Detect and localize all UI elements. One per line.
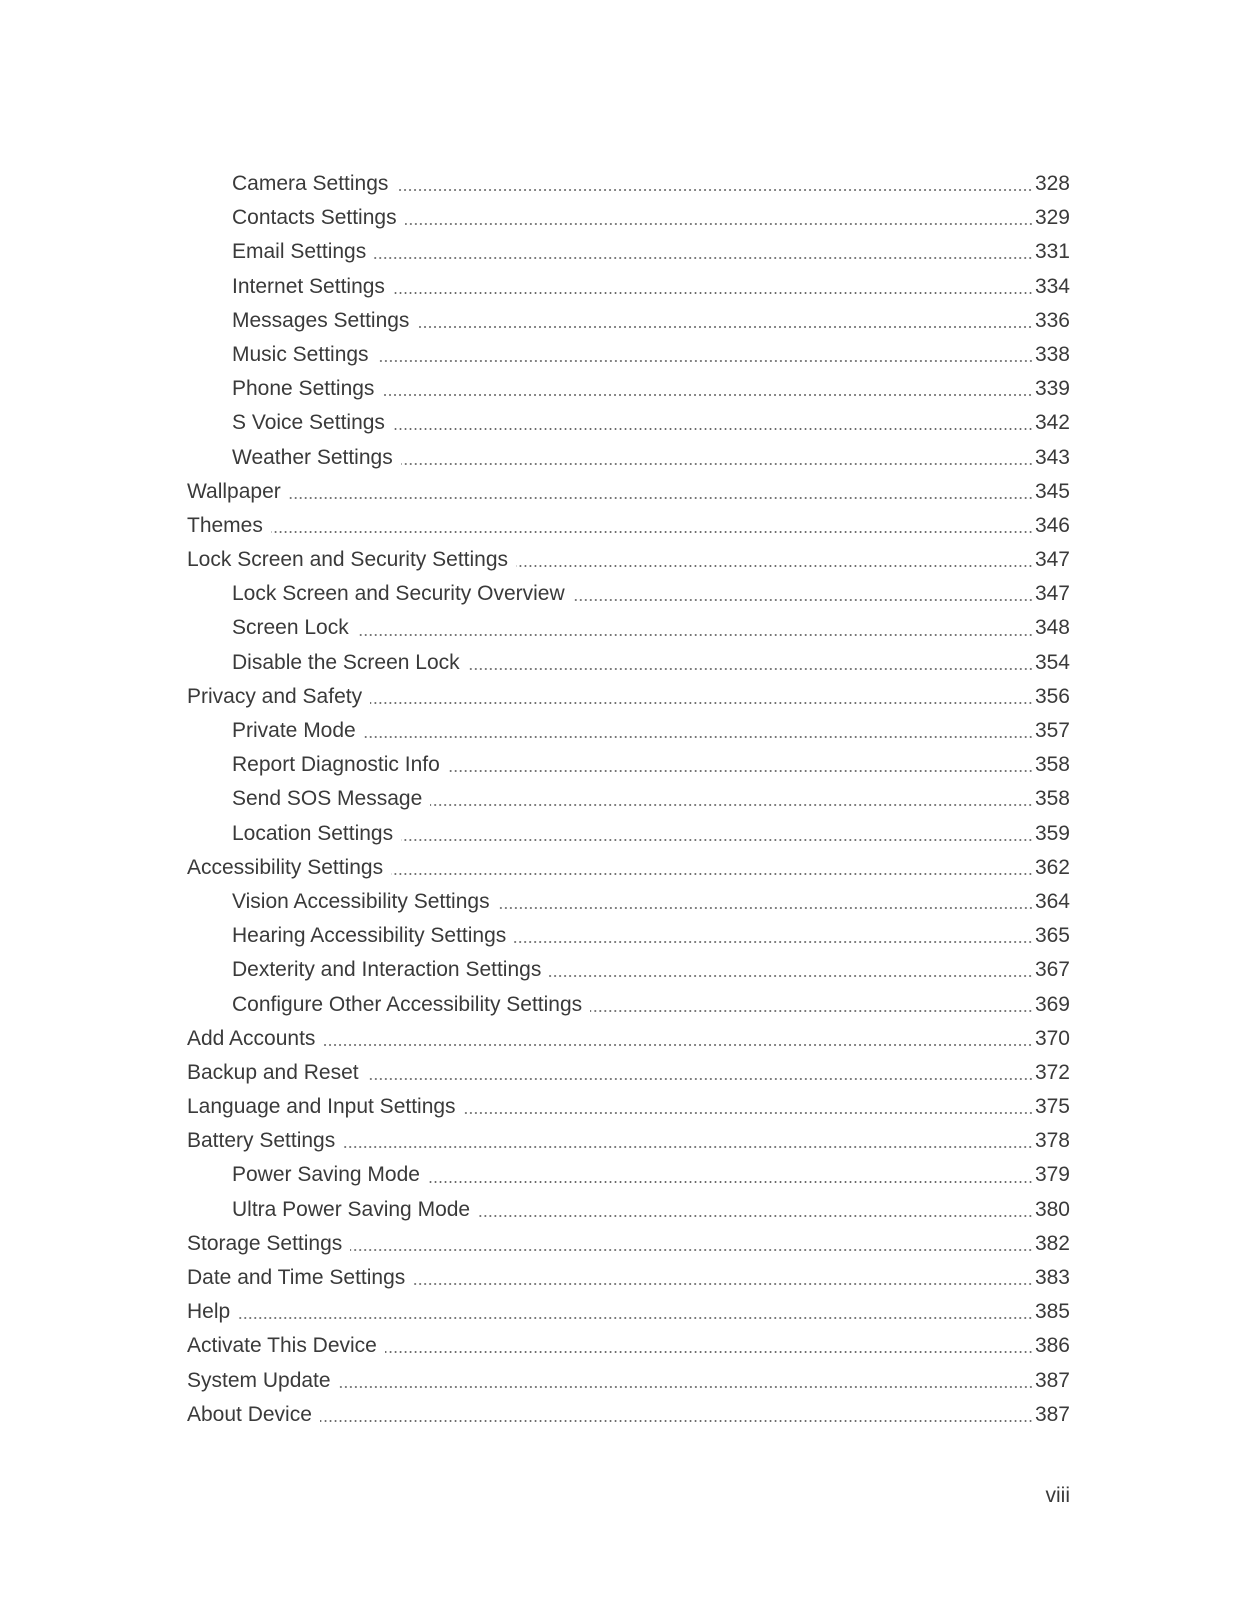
toc-entry-page-number: 369 <box>1034 992 1070 1016</box>
dot-leader <box>271 531 1033 533</box>
dot-leader <box>430 804 1033 806</box>
dot-leader <box>516 565 1033 567</box>
dot-leader <box>364 736 1033 738</box>
toc-entry-title: Send SOS Message <box>232 787 423 811</box>
toc-entry[interactable] <box>187 372 1070 406</box>
toc-entry[interactable] <box>187 475 1070 509</box>
toc-entry[interactable] <box>187 851 1070 885</box>
toc-entry-title: Power Saving Mode <box>232 1163 420 1187</box>
dot-leader <box>374 257 1033 259</box>
toc-entry-title: Language and Input Settings <box>187 1095 456 1119</box>
dot-leader <box>590 1010 1033 1012</box>
toc-entry[interactable] <box>187 885 1070 919</box>
toc-entry[interactable] <box>187 1124 1070 1158</box>
dot-leader <box>514 941 1033 943</box>
toc-entry-title: Dexterity and Interaction Settings <box>232 958 542 982</box>
toc-entry-title: System Update <box>187 1368 331 1392</box>
toc-entry-title: Internet Settings <box>232 274 385 298</box>
toc-entry-title: Disable the Screen Lock <box>232 650 460 674</box>
toc-entry-title: Accessibility Settings <box>187 855 384 879</box>
toc-entry[interactable] <box>187 1193 1070 1227</box>
toc-entry[interactable] <box>187 1022 1070 1056</box>
toc-entry-page-number: 379 <box>1034 1163 1070 1187</box>
dot-leader <box>478 1215 1033 1217</box>
dot-leader <box>413 1283 1033 1285</box>
toc-entry-title: Private Mode <box>232 719 356 742</box>
toc-entry-page-number: 329 <box>1034 206 1070 230</box>
toc-entry[interactable] <box>187 1227 1070 1261</box>
toc-entry-title: Help <box>187 1300 231 1324</box>
dot-leader <box>393 428 1033 430</box>
toc-entry[interactable] <box>187 1295 1070 1329</box>
toc-entry-page-number: 386 <box>1034 1334 1070 1358</box>
toc-entry[interactable] <box>187 611 1070 645</box>
toc-entry[interactable] <box>187 919 1070 953</box>
toc-entry-page-number: 356 <box>1034 684 1070 708</box>
toc-entry[interactable] <box>187 167 1070 201</box>
toc-entry-page-number: 354 <box>1034 650 1070 674</box>
toc-entry-title: Weather Settings <box>232 445 393 469</box>
toc-entry-page-number: 336 <box>1034 308 1070 332</box>
dot-leader <box>385 1351 1033 1353</box>
toc-entry-page-number: 338 <box>1034 342 1070 366</box>
toc-entry[interactable] <box>187 782 1070 816</box>
dot-leader <box>339 1386 1033 1388</box>
toc-entry[interactable] <box>187 680 1070 714</box>
toc-entry-title: Email Settings <box>232 240 367 264</box>
dot-leader <box>370 702 1033 704</box>
dot-leader <box>498 907 1033 909</box>
toc-entry-title: Screen Lock <box>232 616 349 640</box>
dot-leader <box>396 189 1033 191</box>
toc-entry-page-number: 383 <box>1034 1266 1070 1289</box>
dot-leader <box>393 292 1033 294</box>
toc-entry[interactable] <box>187 1398 1070 1432</box>
toc-entry-title: Phone Settings <box>232 377 375 401</box>
toc-entry-title: Messages Settings <box>232 308 410 332</box>
toc-entry[interactable] <box>187 646 1070 680</box>
toc-entry-page-number: 346 <box>1034 513 1070 537</box>
toc-entry-page-number: 343 <box>1034 445 1070 469</box>
toc-entry-page-number: 367 <box>1034 958 1070 982</box>
toc-entry-title: Lock Screen and Security Overview <box>232 582 565 606</box>
toc-entry-page-number: 334 <box>1034 274 1070 298</box>
dot-leader <box>468 668 1033 670</box>
toc-entry-page-number: 345 <box>1034 479 1070 503</box>
toc-entry-page-number: 347 <box>1034 582 1070 606</box>
toc-entry-page-number: 359 <box>1034 821 1070 845</box>
toc-entry-title: Report Diagnostic Info <box>232 753 440 777</box>
toc-entry[interactable] <box>187 953 1070 987</box>
dot-leader <box>391 873 1033 875</box>
toc-entry[interactable] <box>187 1364 1070 1398</box>
toc-entry-title: Themes <box>187 513 263 537</box>
toc-entry-title: Activate This Device <box>187 1334 377 1358</box>
toc-entry[interactable] <box>187 817 1070 851</box>
toc-entry-title: Hearing Accessibility Settings <box>232 924 507 948</box>
dot-leader <box>549 975 1033 977</box>
dot-leader <box>367 1078 1033 1080</box>
toc-entry[interactable] <box>187 1158 1070 1192</box>
dot-leader <box>382 394 1033 396</box>
dot-leader <box>289 497 1033 499</box>
toc-entry-title: Location Settings <box>232 821 394 845</box>
toc-entry-page-number: 370 <box>1034 1026 1070 1050</box>
dot-leader <box>350 1249 1033 1251</box>
toc-entry-page-number: 378 <box>1034 1129 1070 1153</box>
toc-entry[interactable] <box>187 201 1070 235</box>
toc-entry-page-number: 331 <box>1034 240 1070 264</box>
dot-leader <box>401 463 1033 465</box>
toc-entry-title: Contacts Settings <box>232 206 397 230</box>
toc-entry-page-number: 328 <box>1034 172 1070 195</box>
toc-entry[interactable] <box>187 577 1070 611</box>
toc-entry-page-number: 382 <box>1034 1231 1070 1255</box>
toc-entry-title: Vision Accessibility Settings <box>232 889 490 913</box>
toc-entry[interactable] <box>187 304 1070 338</box>
toc-entry-page-number: 342 <box>1034 411 1070 435</box>
toc-entry[interactable] <box>187 543 1070 577</box>
dot-leader <box>377 360 1033 362</box>
toc-entry[interactable] <box>187 406 1070 440</box>
toc-entry-title: Lock Screen and Security Settings <box>187 548 509 572</box>
toc-entry-title: Battery Settings <box>187 1129 336 1153</box>
dot-leader <box>448 770 1033 772</box>
toc-entry-page-number: 358 <box>1034 787 1070 811</box>
toc-entry[interactable] <box>187 235 1070 269</box>
dot-leader <box>573 599 1033 601</box>
dot-leader <box>428 1181 1033 1183</box>
toc-entry-title: Camera Settings <box>232 172 389 195</box>
toc-entry-page-number: 375 <box>1034 1095 1070 1119</box>
toc-entry-page-number: 385 <box>1034 1300 1070 1324</box>
toc-entry-title: Add Accounts <box>187 1026 316 1050</box>
dot-leader <box>238 1317 1033 1319</box>
toc-entry-page-number: 364 <box>1034 889 1070 913</box>
toc-entry[interactable] <box>187 509 1070 543</box>
table-of-contents <box>187 167 1070 1432</box>
toc-entry-page-number: 387 <box>1034 1402 1070 1426</box>
toc-entry[interactable] <box>187 270 1070 304</box>
toc-entry-page-number: 339 <box>1034 377 1070 401</box>
toc-entry[interactable] <box>187 1329 1070 1363</box>
toc-entry[interactable] <box>187 748 1070 782</box>
toc-entry-page-number: 347 <box>1034 548 1070 572</box>
toc-entry[interactable] <box>187 988 1070 1022</box>
dot-leader <box>323 1044 1033 1046</box>
toc-entry-title: Music Settings <box>232 342 369 366</box>
toc-entry-title: Wallpaper <box>187 479 281 503</box>
dot-leader <box>464 1112 1033 1114</box>
toc-entry[interactable] <box>187 338 1070 372</box>
dot-leader <box>357 634 1033 636</box>
toc-entry-page-number: 348 <box>1034 616 1070 640</box>
toc-entry-page-number: 362 <box>1034 855 1070 879</box>
toc-entry[interactable] <box>187 441 1070 475</box>
toc-entry-title: Storage Settings <box>187 1231 343 1255</box>
toc-entry-title: Configure Other Accessibility Settings <box>232 992 583 1016</box>
toc-entry[interactable] <box>187 1090 1070 1124</box>
toc-entry-page-number: 372 <box>1034 1060 1070 1084</box>
toc-entry-title: Date and Time Settings <box>187 1266 406 1289</box>
dot-leader <box>320 1420 1033 1422</box>
dot-leader <box>417 326 1033 328</box>
toc-entry[interactable] <box>187 714 1070 748</box>
dot-leader <box>405 223 1033 225</box>
toc-entry[interactable] <box>187 1261 1070 1295</box>
toc-entry-title: S Voice Settings <box>232 411 385 435</box>
toc-entry-page-number: 380 <box>1034 1197 1070 1221</box>
toc-entry-page-number: 365 <box>1034 924 1070 948</box>
toc-entry-page-number: 387 <box>1034 1368 1070 1392</box>
page-number: viii <box>1045 1484 1070 1507</box>
dot-leader <box>343 1146 1033 1148</box>
toc-entry-title: Ultra Power Saving Mode <box>232 1197 471 1221</box>
toc-entry-title: Privacy and Safety <box>187 684 363 708</box>
toc-entry-title: Backup and Reset <box>187 1060 359 1084</box>
dot-leader <box>401 839 1033 841</box>
toc-entry-page-number: 357 <box>1034 719 1070 742</box>
toc-entry[interactable] <box>187 1056 1070 1090</box>
toc-entry-page-number: 358 <box>1034 753 1070 777</box>
toc-entry-title: About Device <box>187 1402 312 1426</box>
